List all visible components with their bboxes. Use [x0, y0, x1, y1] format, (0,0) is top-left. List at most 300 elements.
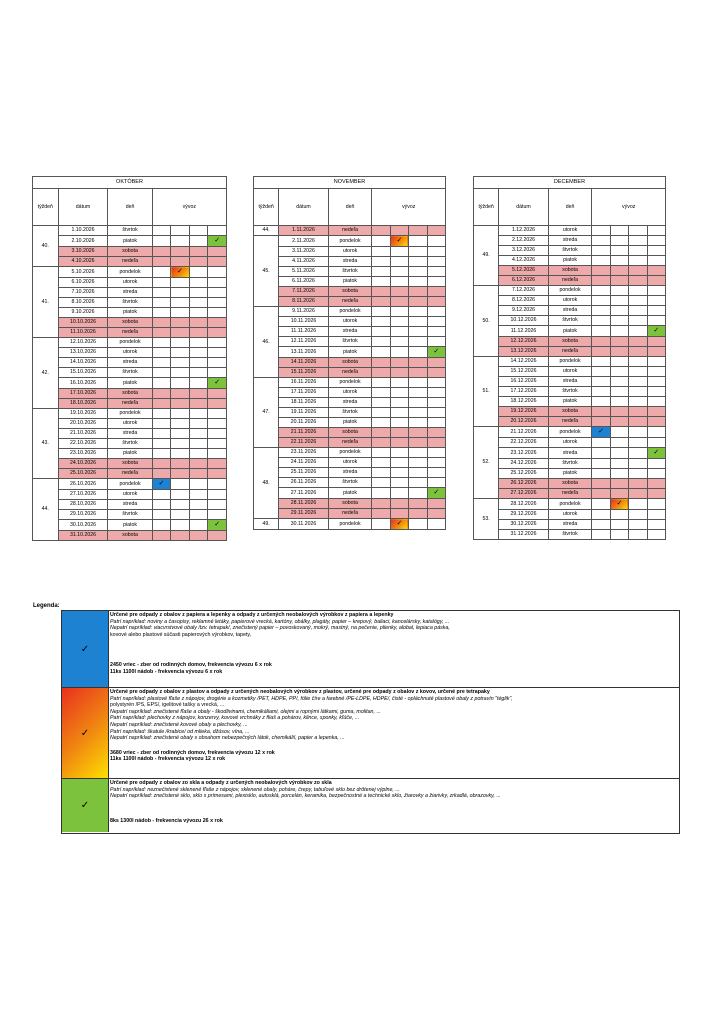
day-row: [474, 236, 666, 246]
pickup-cell: [427, 398, 445, 408]
pickup-cell: [629, 489, 647, 499]
pickup-cell: [189, 459, 208, 469]
pickup-cell: [372, 368, 390, 378]
date-cell: 21.11.2026: [279, 428, 328, 438]
day-row: [474, 520, 666, 530]
date-cell: 4.10.2026: [58, 257, 108, 267]
pickup-cell: [592, 286, 610, 296]
day-row: [33, 449, 227, 459]
pickup-cell: [152, 328, 171, 338]
pickup-cell: [171, 236, 190, 247]
pickup-cell: [189, 358, 208, 368]
day-row: [474, 226, 666, 236]
pickup-cell: [592, 459, 610, 469]
day-cell: streda: [328, 257, 372, 267]
pickup-cell: [171, 378, 190, 389]
pickup-cell: [189, 267, 208, 278]
pickup-cell: [427, 478, 445, 488]
pickup-cell: [409, 327, 427, 337]
date-cell: 13.12.2026: [499, 347, 548, 357]
pickup-cell: [390, 488, 408, 499]
day-cell: štvrtok: [548, 316, 592, 326]
date-cell: 26.10.2026: [58, 479, 108, 490]
pickup-cell: [152, 348, 171, 358]
day-cell: streda: [328, 468, 372, 478]
week-number: 43.: [33, 409, 59, 479]
pickup-cell: [629, 276, 647, 286]
pickup-cell: [592, 246, 610, 256]
pickup-cell: [189, 348, 208, 358]
pickup-cell: [171, 409, 190, 419]
tetrapak-belongs: Patrí napríklad: škatule /krabice/ od mlieka, džúsov, vína, ...: [110, 728, 250, 735]
pickup-cell: [372, 378, 390, 388]
day-cell: utorok: [108, 278, 152, 288]
pickup-cell: [610, 530, 628, 540]
pickup-cell: [208, 469, 227, 479]
day-cell: sobota: [108, 247, 152, 257]
pickup-cell: [189, 490, 208, 500]
pickup-cell: [647, 266, 665, 276]
pickup-cell: [152, 520, 171, 531]
date-cell: 5.10.2026: [58, 267, 108, 278]
pickup-cell: [171, 459, 190, 469]
pickup-cell: [208, 510, 227, 520]
date-cell: 29.11.2026: [279, 509, 328, 519]
pickup-cell: [610, 236, 628, 246]
day-cell: pondelok: [548, 499, 592, 510]
pickup-cell: [372, 428, 390, 438]
day-cell: pondelok: [548, 286, 592, 296]
calendar-november: [253, 176, 446, 530]
day-row: [474, 510, 666, 520]
pickup-cell: [592, 397, 610, 407]
pickup-cell: [152, 500, 171, 510]
pickup-cell: [427, 499, 445, 509]
pickup-cell: [610, 246, 628, 256]
pickup-cell: [372, 468, 390, 478]
date-cell: 12.10.2026: [58, 338, 108, 348]
pickup-cell: [372, 297, 390, 307]
day-row: [474, 479, 666, 489]
day-cell: nedeľa: [548, 489, 592, 499]
day-cell: štvrtok: [328, 337, 372, 347]
pickup-cell: [208, 429, 227, 439]
legend: [61, 610, 680, 834]
week-number: 40.: [33, 226, 59, 267]
day-row: [474, 469, 666, 479]
pickup-cell: [372, 236, 390, 247]
pickup-cell: [427, 368, 445, 378]
pickup-cell: [390, 347, 408, 358]
date-cell: 14.10.2026: [58, 358, 108, 368]
date-cell: 29.10.2026: [58, 510, 108, 520]
pickup-cell: [647, 276, 665, 286]
pickup-cell: [372, 499, 390, 509]
pickup-cell: [372, 408, 390, 418]
pickup-cell: [610, 417, 628, 427]
date-cell: 25.11.2026: [279, 468, 328, 478]
pickup-cell: [427, 317, 445, 327]
pickup-cell: [208, 338, 227, 348]
pickup-cell: [208, 490, 227, 500]
day-row: [33, 500, 227, 510]
pickup-cell: [152, 510, 171, 520]
date-cell: 12.11.2026: [279, 337, 328, 347]
pickup-cell: [647, 226, 665, 236]
pickup-cell: [189, 308, 208, 318]
pickup-cell: [409, 398, 427, 408]
date-cell: 26.11.2026: [279, 478, 328, 488]
day-row: [474, 459, 666, 469]
pickup-cell: [171, 520, 190, 531]
paper-notbelongs-2: kovové alebo plastové súčasti papierových výrobkov, tapety,: [110, 631, 252, 638]
pickup-cell: [152, 469, 171, 479]
day-cell: piatok: [328, 277, 372, 287]
paper-frequency-1: 2450 vriec - zber od rodinných domov, frekvencia vývozu 6 x rok: [110, 662, 272, 669]
day-row: [254, 388, 446, 398]
pickup-mark-green: [208, 236, 227, 247]
legend-title: Legenda:: [33, 603, 60, 609]
date-cell: 20.12.2026: [499, 417, 548, 427]
pickup-cell: [208, 308, 227, 318]
pickup-cell: [592, 479, 610, 489]
pickup-cell: [647, 469, 665, 479]
pickup-cell: [427, 327, 445, 337]
pickup-cell: [390, 358, 408, 368]
pickup-cell: [171, 419, 190, 429]
date-cell: 23.11.2026: [279, 448, 328, 458]
glass-swatch: [62, 779, 109, 832]
date-cell: 28.11.2026: [279, 499, 328, 509]
pickup-cell: [189, 399, 208, 409]
day-row: [33, 531, 227, 541]
date-cell: 3.12.2026: [499, 246, 548, 256]
day-cell: utorok: [328, 388, 372, 398]
pickup-cell: [189, 449, 208, 459]
pickup-cell: [610, 226, 628, 236]
pickup-cell: [372, 247, 390, 257]
plastic-frequency-1: 3680 vriec - zber od rodinných domov, frekvencia vývozu 12 x rok: [110, 749, 275, 756]
pickup-cell: [629, 286, 647, 296]
pickup-cell: [390, 368, 408, 378]
day-row: [474, 296, 666, 306]
day-cell: streda: [548, 236, 592, 246]
pickup-cell: [390, 378, 408, 388]
pickup-cell: [409, 468, 427, 478]
pickup-cell: [592, 387, 610, 397]
pickup-cell: [427, 247, 445, 257]
pickup-cell: [647, 479, 665, 489]
pickup-mark-green: [208, 520, 227, 531]
pickup-cell: [592, 520, 610, 530]
date-cell: 19.11.2026: [279, 408, 328, 418]
pickup-cell: [629, 459, 647, 469]
day-cell: sobota: [108, 459, 152, 469]
pickup-cell: [208, 247, 227, 257]
pickup-cell: [208, 267, 227, 278]
pickup-cell: [189, 328, 208, 338]
pickup-cell: [409, 499, 427, 509]
pickup-cell: [208, 368, 227, 378]
day-cell: streda: [108, 429, 152, 439]
date-cell: 19.10.2026: [58, 409, 108, 419]
pickup-cell: [427, 358, 445, 368]
day-cell: pondelok: [328, 236, 372, 247]
date-cell: 6.12.2026: [499, 276, 548, 286]
date-cell: 7.12.2026: [499, 286, 548, 296]
day-row: [474, 266, 666, 276]
date-cell: 9.11.2026: [279, 307, 328, 317]
pickup-cell: [208, 358, 227, 368]
pickup-cell: [610, 520, 628, 530]
pickup-cell: [152, 409, 171, 419]
glass-notbelongs: Nepatrí napríklad: znečistené sklo, sklo s prímesami, plexisklo, autosklá, porcelán, keramika, bezpečnostné a technické sklo, žiarovky a žiarivky, zrkadlá, obrazovky, ...: [110, 793, 501, 800]
pickup-cell: [372, 398, 390, 408]
date-cell: 2.12.2026: [499, 236, 548, 246]
date-cell: 18.12.2026: [499, 397, 548, 407]
pickup-cell: [152, 236, 171, 247]
pickup-cell: [629, 326, 647, 337]
pickup-cell: [610, 256, 628, 266]
pickup-cell: [372, 418, 390, 428]
day-cell: streda: [328, 327, 372, 337]
pickup-cell: [189, 439, 208, 449]
day-row: [474, 337, 666, 347]
pickup-cell: [189, 247, 208, 257]
pickup-cell: [409, 358, 427, 368]
day-row: [474, 316, 666, 326]
day-row: [33, 429, 227, 439]
pickup-cell: [610, 427, 628, 438]
pickup-cell: [189, 510, 208, 520]
pickup-cell: [629, 337, 647, 347]
pickup-cell: [610, 347, 628, 357]
pickup-cell: [427, 378, 445, 388]
pickup-cell: [610, 296, 628, 306]
date-cell: 10.12.2026: [499, 316, 548, 326]
day-row: [33, 459, 227, 469]
day-row: [474, 306, 666, 316]
pickup-cell: [208, 459, 227, 469]
pickup-cell: [372, 519, 390, 530]
date-cell: 13.11.2026: [279, 347, 328, 358]
pickup-cell: [629, 510, 647, 520]
pickup-header: vývoz: [372, 189, 446, 226]
pickup-cell: [647, 397, 665, 407]
day-header: deň: [328, 189, 372, 226]
day-row: [33, 439, 227, 449]
pickup-cell: [629, 407, 647, 417]
day-row: [254, 277, 446, 287]
date-cell: 12.12.2026: [499, 337, 548, 347]
pickup-cell: [189, 419, 208, 429]
day-cell: piatok: [328, 488, 372, 499]
pickup-cell: [409, 378, 427, 388]
pickup-cell: [390, 388, 408, 398]
day-header: deň: [108, 189, 152, 226]
pickup-cell: [610, 266, 628, 276]
day-cell: streda: [548, 520, 592, 530]
day-cell: štvrtok: [548, 530, 592, 540]
day-row: [254, 468, 446, 478]
date-header: dátum: [58, 189, 108, 226]
week-number: 44.: [33, 479, 59, 541]
pickup-cell: [171, 308, 190, 318]
check-icon: ✓: [616, 500, 623, 507]
pickup-cell: [592, 438, 610, 448]
date-cell: 27.12.2026: [499, 489, 548, 499]
date-cell: 25.12.2026: [499, 469, 548, 479]
pickup-cell: [372, 277, 390, 287]
pickup-cell: [409, 317, 427, 327]
date-cell: 8.12.2026: [499, 296, 548, 306]
pickup-cell: [409, 418, 427, 428]
day-cell: pondelok: [108, 338, 152, 348]
plastic-belongs-2: polystyrén /PS, EPS/, igelitové tašky a vrecká, ...: [110, 702, 225, 709]
day-cell: pondelok: [328, 448, 372, 458]
pickup-cell: [171, 348, 190, 358]
date-cell: 24.12.2026: [499, 459, 548, 469]
day-row: [33, 267, 227, 278]
check-icon: ✓: [653, 449, 660, 456]
date-cell: 22.11.2026: [279, 438, 328, 448]
pickup-cell: [171, 389, 190, 399]
pickup-cell: [171, 531, 190, 541]
pickup-cell: [152, 338, 171, 348]
metal-notbelongs: Nepatrí napríklad: znečistené kovové obaly a plechovky, ...: [110, 721, 248, 728]
paper-frequency-2: 11ks 1100l nádob - frekvencia vývozu 6 x rok: [110, 668, 223, 675]
day-row: [254, 488, 446, 499]
date-cell: 9.10.2026: [58, 308, 108, 318]
pickup-cell: [171, 298, 190, 308]
day-row: [474, 387, 666, 397]
pickup-cell: [427, 226, 445, 236]
day-row: [254, 478, 446, 488]
day-row: [254, 368, 446, 378]
pickup-cell: [208, 439, 227, 449]
pickup-cell: [171, 288, 190, 298]
pickup-cell: [629, 448, 647, 459]
pickup-cell: [592, 256, 610, 266]
pickup-cell: [592, 236, 610, 246]
day-cell: nedeľa: [548, 417, 592, 427]
day-row: [474, 499, 666, 510]
day-cell: nedeľa: [108, 328, 152, 338]
date-cell: 16.10.2026: [58, 378, 108, 389]
pickup-cell: [189, 278, 208, 288]
day-cell: piatok: [548, 256, 592, 266]
day-row: [33, 257, 227, 267]
date-cell: 15.11.2026: [279, 368, 328, 378]
pickup-cell: [610, 276, 628, 286]
date-cell: 2.11.2026: [279, 236, 328, 247]
pickup-cell: [427, 307, 445, 317]
day-cell: štvrtok: [108, 368, 152, 378]
pickup-cell: [610, 489, 628, 499]
day-row: [474, 427, 666, 438]
day-row: [254, 257, 446, 267]
pickup-cell: [390, 337, 408, 347]
pickup-cell: [208, 419, 227, 429]
date-cell: 25.10.2026: [58, 469, 108, 479]
date-cell: 2.10.2026: [58, 236, 108, 247]
date-cell: 28.10.2026: [58, 500, 108, 510]
day-cell: sobota: [548, 337, 592, 347]
check-icon: ✓: [214, 237, 221, 244]
pickup-cell: [152, 267, 171, 278]
pickup-cell: [409, 277, 427, 287]
week-number: 51.: [474, 357, 499, 427]
pickup-cell: [592, 226, 610, 236]
pickup-cell: [647, 357, 665, 367]
paper-notbelongs: Nepatrí napríklad: viacvrstvové obaly /tzv. tetrapak/, znečistený papier – povoskovaný, mokrý, mastný, na pečenie, plienky, alobal, lepiaca páska,: [110, 625, 450, 632]
pickup-cell: [208, 409, 227, 419]
day-cell: streda: [108, 500, 152, 510]
day-row: [254, 307, 446, 317]
pickup-cell: [409, 478, 427, 488]
day-cell: streda: [548, 448, 592, 459]
week-number: 46.: [254, 307, 279, 378]
day-row: [33, 389, 227, 399]
day-row: [254, 509, 446, 519]
date-cell: 27.11.2026: [279, 488, 328, 499]
pickup-cell: [629, 438, 647, 448]
pickup-cell: [390, 267, 408, 277]
pickup-cell: [409, 257, 427, 267]
pickup-mark-green: [647, 326, 665, 337]
day-row: [33, 520, 227, 531]
pickup-cell: [610, 326, 628, 337]
day-row: [254, 378, 446, 388]
legend-plastic: [62, 688, 679, 779]
pickup-cell: [409, 509, 427, 519]
pickup-cell: [152, 439, 171, 449]
pickup-cell: [372, 488, 390, 499]
pickup-cell: [171, 318, 190, 328]
check-icon: ✓: [396, 520, 403, 527]
pickup-cell: [171, 479, 190, 490]
pickup-cell: [189, 520, 208, 531]
pickup-cell: [189, 298, 208, 308]
check-icon: ✓: [177, 268, 183, 275]
day-row: [254, 226, 446, 236]
day-cell: utorok: [328, 458, 372, 468]
pickup-cell: [427, 509, 445, 519]
day-cell: sobota: [328, 428, 372, 438]
day-row: [474, 286, 666, 296]
pickup-cell: [189, 338, 208, 348]
date-cell: 21.10.2026: [58, 429, 108, 439]
day-row: [254, 347, 446, 358]
day-cell: pondelok: [328, 307, 372, 317]
day-cell: utorok: [548, 296, 592, 306]
pickup-mark-yellow: [610, 499, 628, 510]
pickup-cell: [372, 257, 390, 267]
pickup-cell: [152, 531, 171, 541]
date-cell: 26.12.2026: [499, 479, 548, 489]
date-cell: 3.10.2026: [58, 247, 108, 257]
pickup-cell: [409, 347, 427, 358]
pickup-cell: [629, 256, 647, 266]
day-row: [33, 348, 227, 358]
pickup-cell: [189, 531, 208, 541]
pickup-cell: [647, 256, 665, 266]
day-row: [254, 317, 446, 327]
pickup-mark-yellow: [390, 236, 408, 247]
pickup-cell: [171, 358, 190, 368]
pickup-cell: [390, 398, 408, 408]
day-cell: pondelok: [548, 357, 592, 367]
